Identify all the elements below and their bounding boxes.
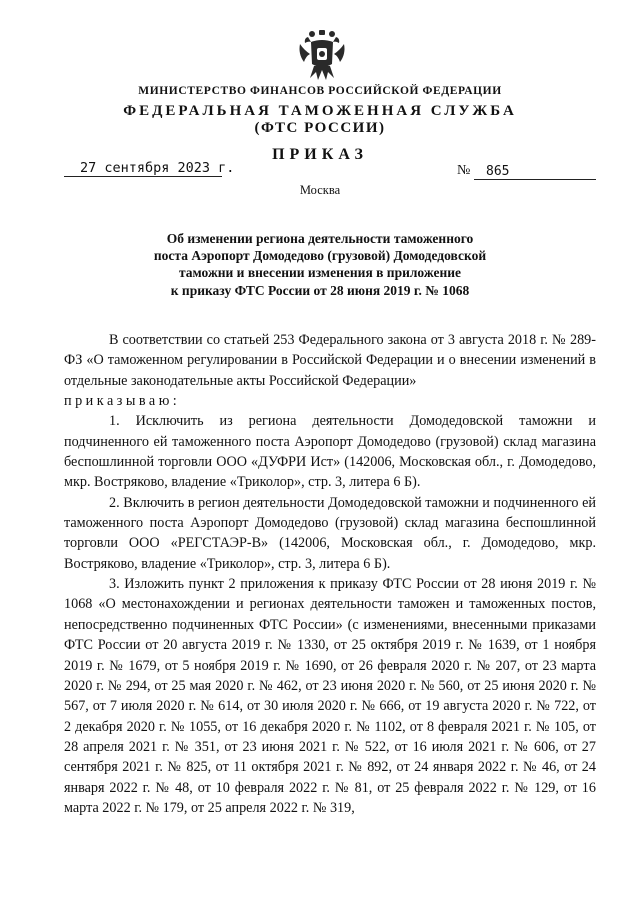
service-name: ФЕДЕРАЛЬНАЯ ТАМОЖЕННАЯ СЛУЖБА xyxy=(123,103,517,119)
item-2-paragraph: 2. Включить в регион деятельности Домодедовской таможни и подчиненного ей таможенного поста Аэропорт Домодедово (грузовой) склад магазина беспошлинной торговли ООО «РЕГСТАЭР-В» (142006, Московская обл., г. Домодедово, мкр. Востряково, владение «Триколор», стр. 3, литера 6 Б). xyxy=(64,494,596,572)
item-3-paragraph: 3. Изложить пункт 2 приложения к приказу ФТС России от 28 июня 2019 г. № 1068 «О местонахождении и регионах деятельности таможен и таможенных постов, непосредственно подчиненных ФТС России» (с изменениями, внесенными приказами ФТС России от 20 августа 2019 г. № 1330, от 25 октября 2019 г. № 1639, от 1 ноября 2019 г. № 1679, от 5 ноября 2019 г. № 1690, от 26 февраля 2020 г. № 207, от 23 марта 2020 г. № 294, от 25 мая 2020 г. № 462, от 23 июня 2020 г. № 560, от 25 июня 2020 г. № 567, от 7 июля 2020 г. № 614, от 30 июля 2020 г. № 666, от 19 августа 2020 г. № 722, от 2 декабря 2020 г. № 1055, от 16 декабря 2020 г. № 1102, от 8 февраля 2021 г. № 105, от 28 апреля 2021 г. № 351, от 23 июня 2021 г. № 522, от 16 июля 2021 г. № 606, от 27 сентября 2021 г. № 825, от 11 октября 2021 г. № 892, от 24 января 2022 г. № 46, от 24 января 2022 г. № 48, от 10 февраля 2022 г. № 81, от 25 февраля 2022 г. № 129, от 16 марта 2022 г. № 179, от 25 апреля 2022 г. № 319, xyxy=(64,576,596,816)
title-line: поста Аэропорт Домодедово (грузовой) Домодедовской xyxy=(153,248,487,263)
order-number: 865 xyxy=(474,164,596,180)
number-sign: № xyxy=(457,163,471,178)
preamble-text: В соответствии со статьей 253 Федерального закона от 3 августа 2018 г. № 289-ФЗ «О таможенном регулировании в Российской Федерации и о внесении изменений в отдельные законодательные акты Российской Федерации» xyxy=(64,332,596,389)
city: Москва xyxy=(299,183,341,197)
order-date: 27 сентября 2023 г. xyxy=(64,160,222,177)
document-body xyxy=(64,330,596,818)
preamble-paragraph xyxy=(64,330,596,411)
title-line: Об изменении региона деятельности таможенного xyxy=(166,231,474,246)
orders-keyword: приказываю: xyxy=(64,393,181,410)
document-type: ПРИКАЗ xyxy=(272,146,368,163)
ministry-name: МИНИСТЕРСТВО ФИНАНСОВ РОССИЙСКОЙ ФЕДЕРАЦИИ xyxy=(138,85,502,97)
double-headed-eagle-icon xyxy=(298,28,346,82)
item-1-paragraph: 1. Исключить из региона деятельности Домодедовской таможни и подчиненного ей таможенного поста Аэропорт Домодедово (грузовой) склад магазина беспошлинной торговли ООО «ДУФРИ Ист» (142006, Московская обл., г. Домодедово, мкр. Востряково, владение «Триколор», стр. 3, литера 6 Б). xyxy=(64,413,596,491)
service-abbreviation: (ФТС РОССИИ) xyxy=(254,120,386,136)
title-line: таможни и внесении изменения в приложение xyxy=(178,265,461,280)
title-line: к приказу ФТС России от 28 июня 2019 г. № 1068 xyxy=(170,283,470,298)
